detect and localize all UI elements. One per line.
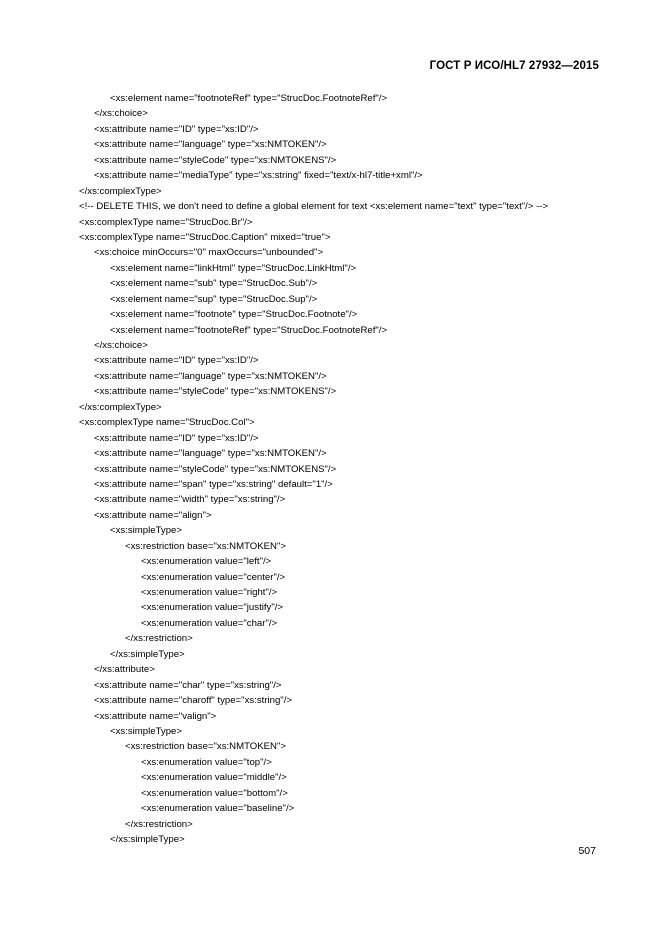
code-line: <xs:simpleType> [110,525,182,537]
code-line: <xs:enumeration value="baseline"/> [141,803,295,815]
code-line: <xs:attribute name="align"> [94,509,212,521]
code-line: <xs:attribute name="ID" type="xs:ID"/> [94,123,259,135]
code-line: <xs:complexType name="StrucDoc.Br"/> [79,216,253,228]
code-line: <xs:restriction base="xs:NMTOKEN"> [125,540,286,552]
code-line: <xs:attribute name="char" type="xs:string"/> [94,679,282,691]
code-line: <xs:attribute name="styleCode" type="xs:NMTOKENS"/> [94,386,337,398]
code-line: <xs:element name="footnoteRef" type="StrucDoc.FootnoteRef"/> [110,93,388,104]
code-line: <xs:attribute name="ID" type="xs:ID"/> [94,432,259,444]
code-line: </xs:restriction> [125,633,193,645]
code-line: </xs:complexType> [79,401,162,413]
code-line: <xs:complexType name="StrucDoc.Col"> [79,417,255,429]
code-line: <xs:attribute name="mediaType" type="xs:string" fixed="text/x-hl7-title+xml"/> [94,170,423,182]
code-line: <xs:choice minOccurs="0" maxOccurs="unbounded"> [94,247,324,259]
code-line: <xs:element name="sup" type="StrucDoc.Sup"/> [110,293,318,305]
code-line: </xs:choice> [94,340,148,351]
code-line: </xs:restriction> [125,818,193,830]
code-line: <xs:attribute name="styleCode" type="xs:NMTOKENS"/> [94,154,337,166]
code-line: <xs:attribute name="charoff" type="xs:string"/> [94,695,292,707]
page-number: 507 [578,845,596,857]
code-line: <xs:attribute name="language" type="xs:NMTOKEN"/> [94,448,327,460]
code-line: <xs:enumeration value="char"/> [141,617,278,629]
code-line: <!-- DELETE THIS, we don't need to define a global element for text <xs:element name="text" type="text"/> --> [79,201,549,213]
code-line: </xs:attribute> [94,664,155,676]
code-line: </xs:simpleType> [110,648,185,660]
xml-schema-listing [79,91,609,847]
code-line: <xs:attribute name="language" type="xs:NMTOKEN"/> [94,139,327,151]
code-line: <xs:enumeration value="justify"/> [141,602,283,614]
code-line: <xs:enumeration value="middle"/> [141,772,287,784]
code-line: <xs:attribute name="ID" type="xs:ID"/> [94,355,259,367]
code-line: </xs:choice> [94,108,148,120]
code-line: <xs:enumeration value="top"/> [141,756,272,768]
code-line: </xs:complexType> [79,185,162,197]
code-line: <xs:complexType name="StrucDoc.Caption" mixed="true"> [79,231,331,243]
code-line: <xs:attribute name="styleCode" type="xs:NMTOKENS"/> [94,463,337,475]
code-line: <xs:restriction base="xs:NMTOKEN"> [125,741,286,753]
code-line: <xs:attribute name="language" type="xs:NMTOKEN"/> [94,370,327,382]
code-line: </xs:simpleType> [110,834,185,845]
code-line: <xs:enumeration value="bottom"/> [141,787,288,799]
code-line: <xs:element name="footnote" type="StrucDoc.Footnote"/> [110,309,358,321]
code-line: <xs:attribute name="valign"> [94,710,217,722]
code-line: <xs:attribute name="span" type="xs:string" default="1"/> [94,478,333,490]
document-header: ГОСТ Р ИСО/HL7 27932—2015 [429,60,599,72]
code-line: <xs:element name="linkHtml" type="StrucDoc.LinkHtml"/> [110,262,357,274]
code-line: <xs:enumeration value="center"/> [141,571,286,583]
code-line: <xs:element name="sub" type="StrucDoc.Sub"/> [110,278,318,290]
code-line: <xs:enumeration value="right"/> [141,587,278,598]
code-line: <xs:attribute name="width" type="xs:string"/> [94,494,286,506]
code-line: <xs:element name="footnoteRef" type="StrucDoc.FootnoteRef"/> [110,324,388,336]
code-line: <xs:simpleType> [110,725,182,737]
code-line: <xs:enumeration value="left"/> [141,556,272,568]
